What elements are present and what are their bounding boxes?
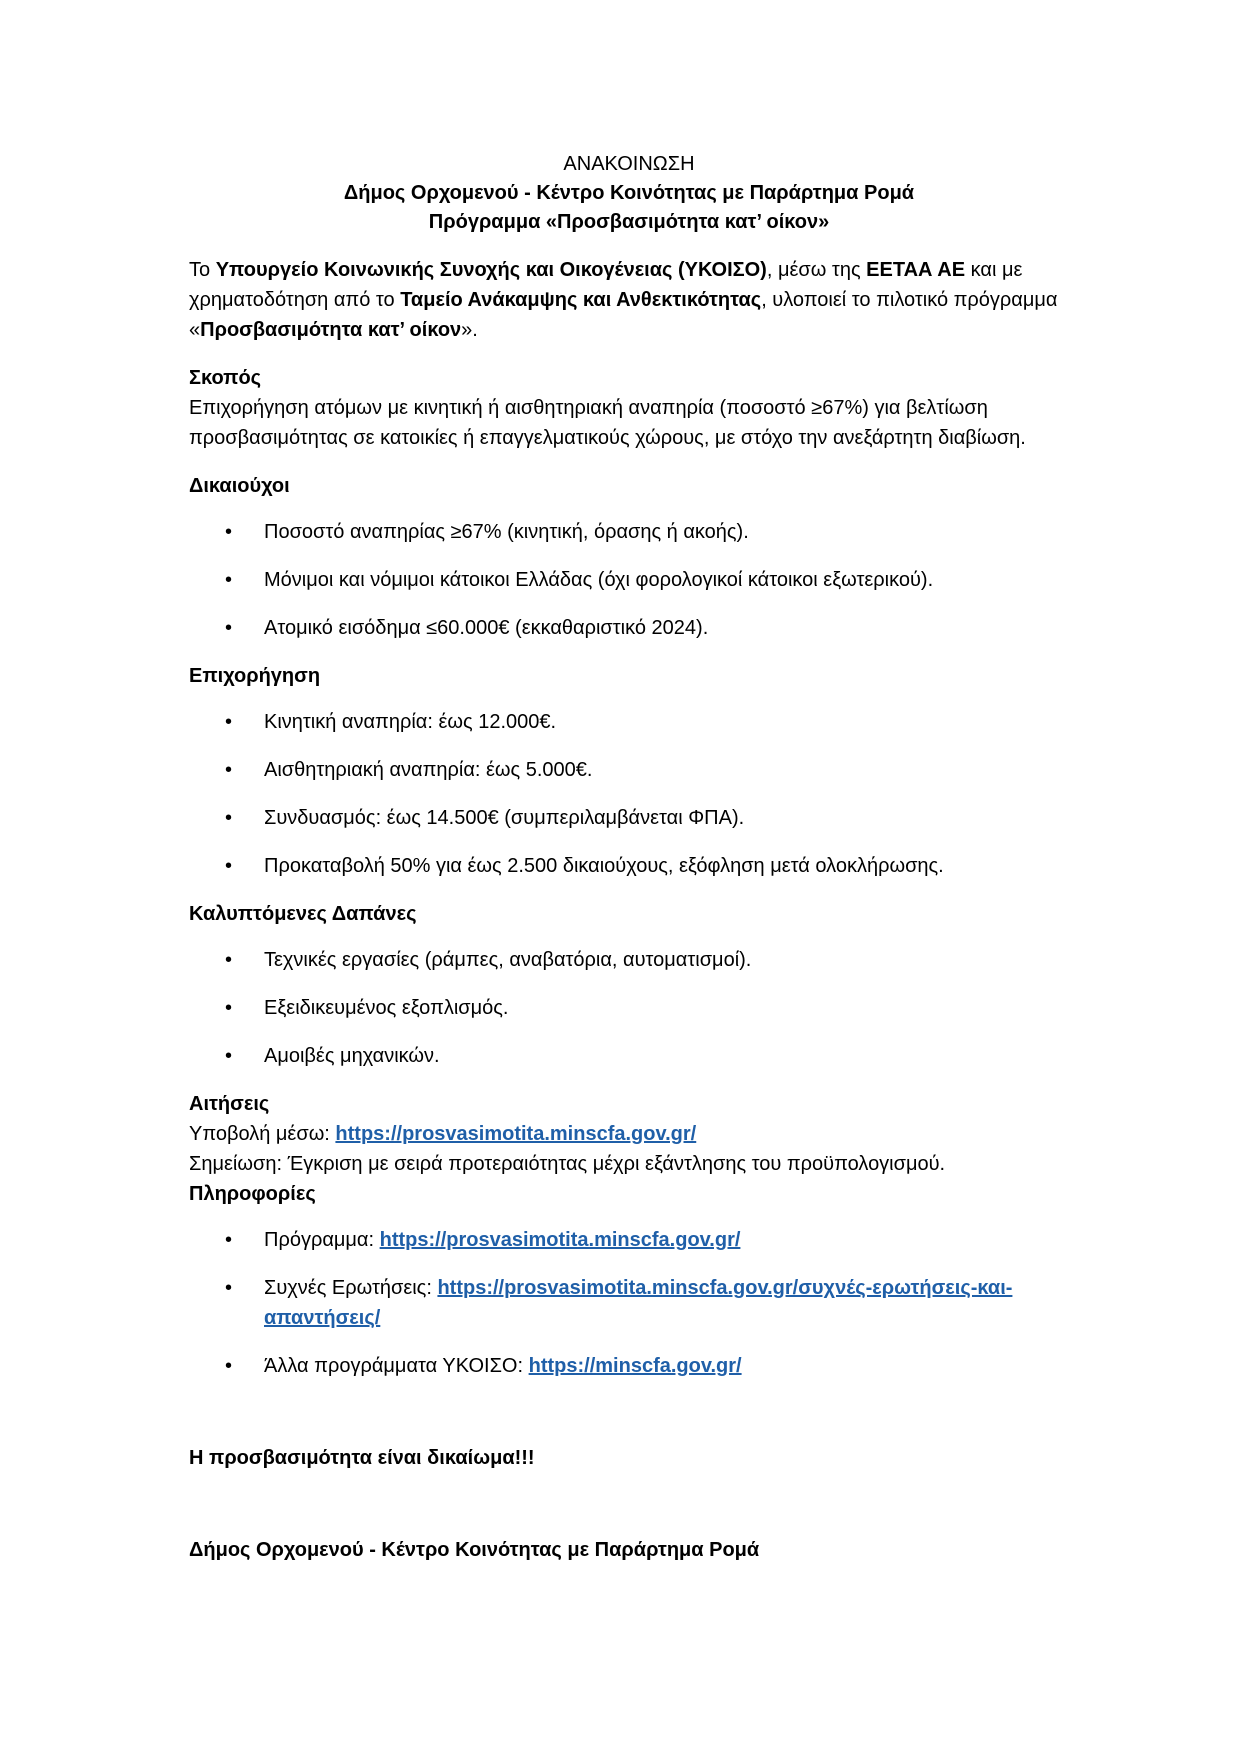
issuer-name: Δήμος Ορχομενού - Κέντρο Κοινότητας με Παράρτημα Ρομά [343, 182, 915, 204]
intro-paragraph [189, 255, 1069, 345]
bullet-icon: • [225, 855, 233, 877]
bullet-icon: • [225, 521, 233, 543]
info-label: Άλλα προγράμματα ΥΚΟΙΣΟ: [264, 1355, 529, 1377]
submit-link[interactable]: https://prosvasimotita.minscfa.gov.gr/ [335, 1123, 697, 1145]
list-item [189, 1041, 1069, 1071]
intro-fund: Ταμείο Ανάκαμψης και Ανθεκτικότητας [400, 289, 762, 311]
list-item-text: Μόνιμοι και νόμιμοι κάτοικοι Ελλάδας (όχι φορολογικοί κάτοικοι εξωτερικού). [264, 569, 934, 591]
list-item-text: Ποσοστό αναπηρίας ≥67% (κινητική, όρασης ή ακοής). [264, 521, 749, 543]
costs-heading: Καλυπτόμενες Δαπάνες [189, 903, 417, 925]
approval-note: Σημείωση: Έγκριση με σειρά προτεραιότητας μέχρι εξάντλησης του προϋπολογισμού. [189, 1153, 946, 1175]
intro-text-2: , μέσω της [766, 259, 867, 281]
grant-heading: Επιχορήγηση [189, 665, 321, 687]
grant-list [189, 707, 1069, 881]
intro-text-1: Το [189, 259, 216, 281]
intro-text-4: , υλοποιεί το πιλοτικό πρόγραμμα « [189, 289, 1058, 341]
bullet-icon: • [225, 807, 233, 829]
info-label: Συχνές Ερωτήσεις: [264, 1277, 438, 1299]
list-item [189, 851, 1069, 881]
grant-section [189, 661, 1069, 881]
bullet-icon: • [225, 1229, 233, 1251]
list-item [189, 945, 1069, 975]
list-item-text: Αμοιβές μηχανικών. [264, 1045, 440, 1067]
submit-line [189, 1119, 1069, 1149]
list-item [189, 1225, 1069, 1255]
info-list [189, 1225, 1069, 1381]
bullet-icon: • [225, 997, 233, 1019]
bullet-icon: • [225, 759, 233, 781]
list-item-text: Προκαταβολή 50% για έως 2.500 δικαιούχους, εξόφληση μετά ολοκλήρωσης. [264, 855, 944, 877]
info-heading: Πληροφορίες [189, 1183, 316, 1205]
purpose-heading: Σκοπός [189, 367, 262, 389]
list-item [189, 565, 1069, 595]
beneficiaries-section [189, 471, 1069, 643]
list-item [189, 755, 1069, 785]
intro-text-3: και με χρηματοδότηση από το [189, 259, 1023, 311]
bullet-icon: • [225, 1277, 233, 1299]
list-item [189, 993, 1069, 1023]
list-item-text: Συνδυασμός: έως 14.500€ (συμπεριλαμβάνεται ΦΠΑ). [264, 807, 745, 829]
list-item-text: Κινητική αναπηρία: έως 12.000€. [264, 711, 557, 733]
bullet-icon: • [225, 711, 233, 733]
ministry-link[interactable]: https://minscfa.gov.gr/ [528, 1355, 742, 1377]
bullet-icon: • [225, 949, 233, 971]
announcement-header [189, 150, 1069, 237]
bullet-icon: • [225, 569, 233, 591]
beneficiaries-heading: Δικαιούχοι [189, 475, 290, 497]
beneficiaries-list [189, 517, 1069, 643]
announcement-title: ΑΝΑΚΟΙΝΩΣΗ [563, 153, 695, 175]
list-item [189, 1273, 1069, 1333]
list-item-text: Εξειδικευμένος εξοπλισμός. [264, 997, 509, 1019]
applications-heading: Αιτήσεις [189, 1093, 270, 1115]
list-item-text: Τεχνικές εργασίες (ράμπες, αναβατόρια, αυτοματισμοί). [264, 949, 752, 971]
list-item [189, 517, 1069, 547]
purpose-text: Επιχορήγηση ατόμων με κινητική ή αισθητηριακή αναπηρία (ποσοστό ≥67%) για βελτίωση προσβασιμότητας σε κατοικίες ή επαγγελματικούς χώρους, με στόχο την ανεξάρτητη διαβίωση. [189, 397, 1026, 449]
intro-ministry: Υπουργείο Κοινωνικής Συνοχής και Οικογένειας (ΥΚΟΙΣΟ) [215, 259, 767, 281]
document-page [189, 150, 1069, 1565]
list-item-text: Ατομικό εισόδημα ≤60.000€ (εκκαθαριστικό 2024). [264, 617, 709, 639]
program-name: Πρόγραμμα «Προσβασιμότητα κατ’ οίκον» [428, 211, 830, 233]
signature: Δήμος Ορχομενού - Κέντρο Κοινότητας με Παράρτημα Ρομά [189, 1539, 760, 1561]
bullet-icon: • [225, 1045, 233, 1067]
bullet-icon: • [225, 1355, 233, 1377]
intro-text-5: ». [461, 319, 478, 341]
submit-label: Υποβολή μέσω: [189, 1123, 336, 1145]
info-label: Πρόγραμμα: [264, 1229, 380, 1251]
list-item [189, 613, 1069, 643]
faq-link[interactable]: https://prosvasimotita.minscfa.gov.gr/συχνές-ερωτήσεις-και-απαντήσεις/ [264, 1277, 1013, 1329]
intro-eetaa: ΕΕΤΑΑ ΑΕ [866, 259, 966, 281]
list-item [189, 707, 1069, 737]
list-item [189, 1351, 1069, 1381]
intro-program: Προσβασιμότητα κατ’ οίκον [200, 319, 462, 341]
program-link[interactable]: https://prosvasimotita.minscfa.gov.gr/ [379, 1229, 741, 1251]
list-item-text: Αισθητηριακή αναπηρία: έως 5.000€. [264, 759, 593, 781]
purpose-section [189, 363, 1069, 453]
costs-section [189, 899, 1069, 1071]
list-item [189, 803, 1069, 833]
closing-statement: Η προσβασιμότητα είναι δικαίωμα!!! [189, 1447, 535, 1469]
bullet-icon: • [225, 617, 233, 639]
costs-list [189, 945, 1069, 1071]
applications-section [189, 1089, 1069, 1381]
